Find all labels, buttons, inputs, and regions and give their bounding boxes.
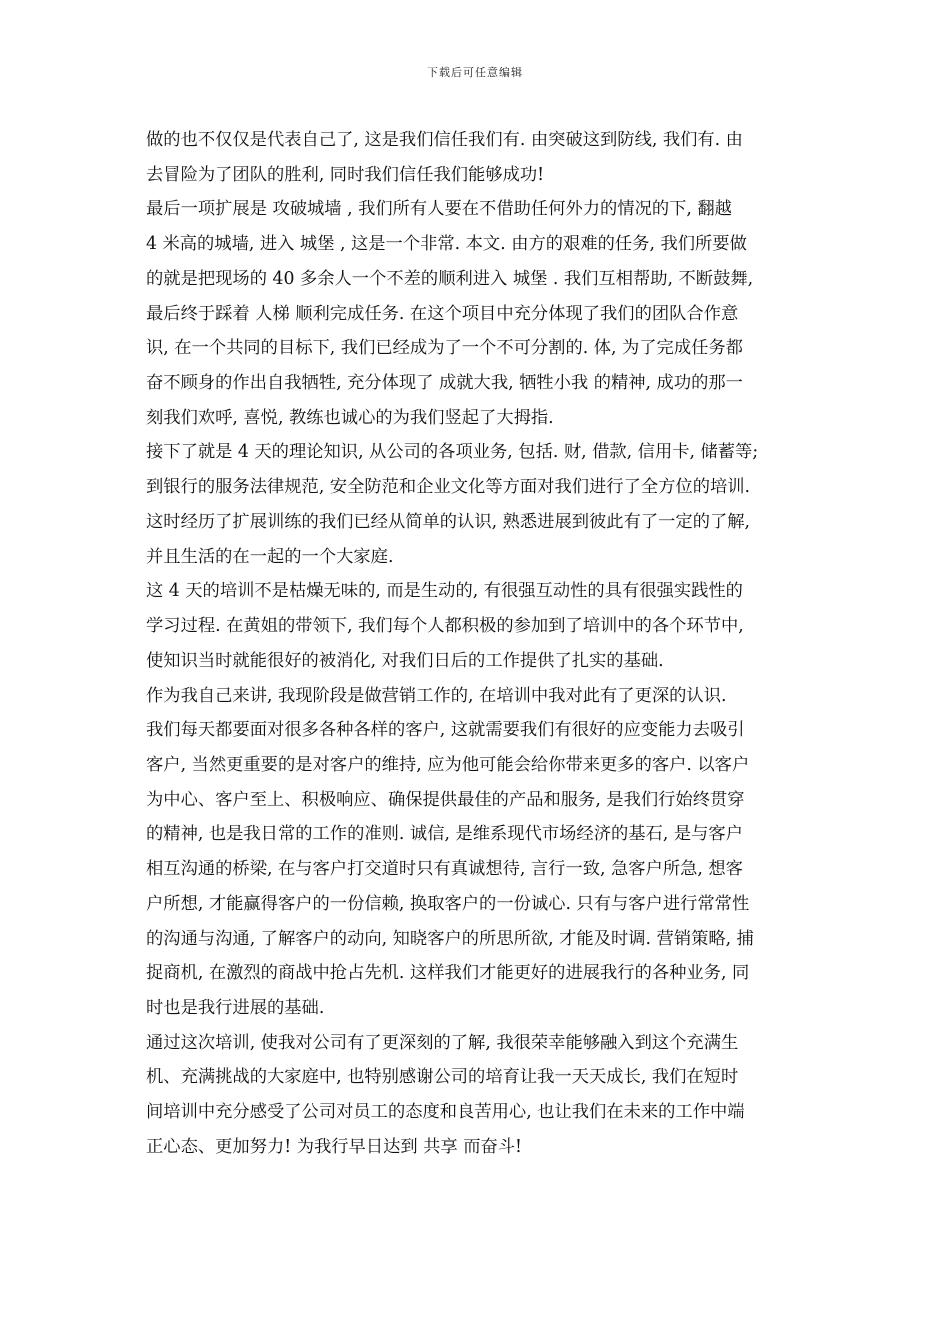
text-line: 最后终于踩着 人梯 顺利完成任务. 在这个项目中充分体现了我们的团队合作意 <box>146 303 739 324</box>
text-line: 的就是把现场的 40 多余人一个不差的顺利进入 城堡 . 我们互相帮助, 不断鼓舞, <box>146 268 754 289</box>
text-line: 学习过程. 在黄姐的带领下, 我们每个人都积极的参加到了培训中的各个环节中, <box>146 616 744 637</box>
text-line: 4 米高的城墙, 进入 城堡 , 这是一个非常. 本文. 由方的艰难的任务, 我们所要做 <box>146 234 747 255</box>
page-header: 下载后可任意编辑 <box>427 66 523 79</box>
text-line: 刻我们欢呼, 喜悦, 教练也诚心的为我们竖起了大拇指. <box>146 407 554 428</box>
text-line: 机、充满挑战的大家庭中, 也特别感谢公司的培育让我一天天成长, 我们在短时 <box>146 1067 739 1088</box>
text-line: 识, 在一个共同的目标下, 我们已经成为了一个不可分割的. 体, 为了完成任务都 <box>146 338 743 359</box>
text-line: 为中心、客户至上、积极响应、确保提供最佳的产品和服务, 是我们行始终贯穿 <box>146 789 745 810</box>
text-line: 奋不顾身的作出自我牺牲, 充分体现了 成就大我, 牺牲小我 的精神, 成功的那一 <box>146 373 743 394</box>
text-line: 间培训中充分感受了公司对员工的态度和良苦用心, 也让我们在未来的工作中端 <box>146 1102 745 1123</box>
text-line: 的沟通与沟通, 了解客户的动向, 知晓客户的所思所欲, 才能及时调. 营销策略, 捕 <box>146 928 754 949</box>
text-line: 时也是我行进展的基础. <box>146 998 325 1018</box>
text-line: 的精神, 也是我日常的工作的准则. 诚信, 是维系现代市场经济的基石, 是与客户 <box>146 824 743 845</box>
text-line: 做的也不仅仅是代表自己了, 这是我们信任我们有. 由突破这到防线, 我们有. 由 <box>146 130 743 150</box>
text-line: 正心态、更加努力! 为我行早日达到 共享 而奋斗! <box>146 1136 522 1157</box>
text-line: 相互沟通的桥梁, 在与客户打交道时只有真诚想待, 言行一致, 急客户所急, 想客 <box>146 859 743 880</box>
text-line: 这时经历了扩展训练的我们已经从简单的认识, 熟悉进展到彼此有了一定的了解, <box>146 511 751 532</box>
text-line: 接下了就是 4 天的理论知识, 从公司的各项业务, 包括. 财, 借款, 信用卡, 储蓄等; <box>146 442 759 463</box>
text-line: 最后一项扩展是 攻破城墙 , 我们所有人要在不借助任何外力的情况的下, 翻越 <box>146 199 732 220</box>
text-line: 捉商机, 在激烈的商战中抢占先机. 这样我们才能更好的进展我行的各种业务, 同 <box>146 963 750 984</box>
text-line: 作为我自己来讲, 我现阶段是做营销工作的, 在培训中我对此有了更深的认识. <box>146 685 727 706</box>
text-line: 并且生活的在一起的一个大家庭. <box>146 546 394 567</box>
text-line: 到银行的服务法律规范, 安全防范和企业文化等方面对我们进行了全方位的培训. <box>146 477 751 498</box>
text-line: 通过这次培训, 使我对公司有了更深刻的了解, 我很荣幸能够融入到这个充满生 <box>146 1032 739 1053</box>
text-line: 客户, 当然更重要的是对客户的维持, 应为他可能会给你带来更多的客户. 以客户 <box>146 754 750 775</box>
text-line: 我们每天都要面对很多各种各样的客户, 这就需要我们有很好的应变能力去吸引 <box>146 720 745 741</box>
text-line: 使知识当时就能很好的被消化, 对我们日后的工作提供了扎实的基础. <box>146 650 664 671</box>
text-line: 这 4 天的培训不是枯燥无味的, 而是生动的, 有很强互动性的具有很强实践性的 <box>146 581 743 602</box>
text-line: 户所想, 才能赢得客户的一份信赖, 换取客户的一份诚心. 只有与客户进行常常性 <box>146 893 750 914</box>
text-line: 去冒险为了团队的胜利, 同时我们信任我们能够成功! <box>146 164 545 185</box>
